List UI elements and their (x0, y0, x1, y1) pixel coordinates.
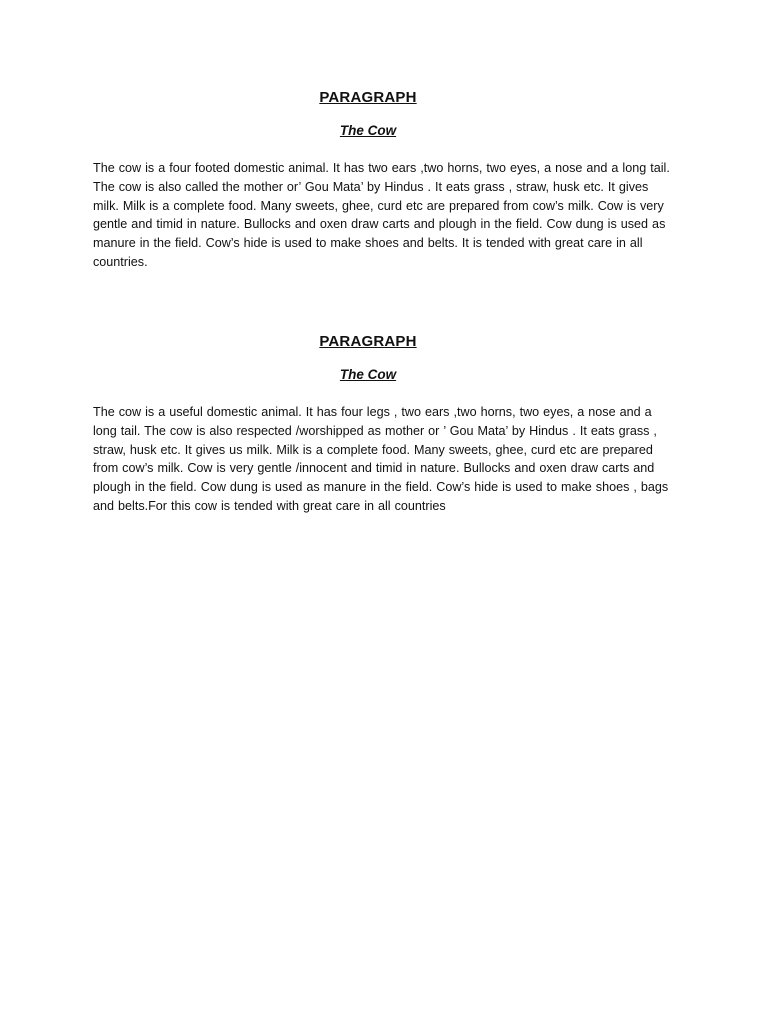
paragraph-body: The cow is a four footed domestic animal. It has two ears ,two horns, two eyes, a nose and a long tail. The cow is also called the mother or’ Gou Mata’ by Hindus . It eats grass , straw, husk etc. It gives milk. Milk is a complete food. Many sweets, ghee, curd etc are prepared from cow’s milk. Cow is very gentle and timid in nature. Bullocks and oxen draw carts and plough in the field. Cow dung is used as manure in the field. Cow’s hide is used to make shoes and belts. It is tended with great care in all countries. (93, 161, 670, 269)
section-heading: PARAGRAPH (319, 89, 417, 106)
paragraph-section-2 (93, 332, 673, 516)
section-subheading: The Cow (339, 123, 397, 138)
section-subheading: The Cow (339, 367, 397, 382)
paragraph-section-1 (93, 88, 673, 272)
section-heading: PARAGRAPH (319, 333, 417, 350)
paragraph-body: The cow is a useful domestic animal. It has four legs , two ears ,two horns, two eyes, a nose and a long tail. The cow is also respected /worshipped as mother or ’ Gou Mata’ by Hindus . It eats grass , straw, husk etc. It gives us milk. Milk is a complete food. Many sweets, ghee, curd etc are prepared from cow’s milk. Cow is very gentle /innocent and timid in nature. Bullocks and oxen draw carts and plough in the field. Cow dung is used as manure in the field. Cow’s hide is used to make shoes , bags and belts.For this cow is tended with great care in all countries (93, 405, 669, 513)
